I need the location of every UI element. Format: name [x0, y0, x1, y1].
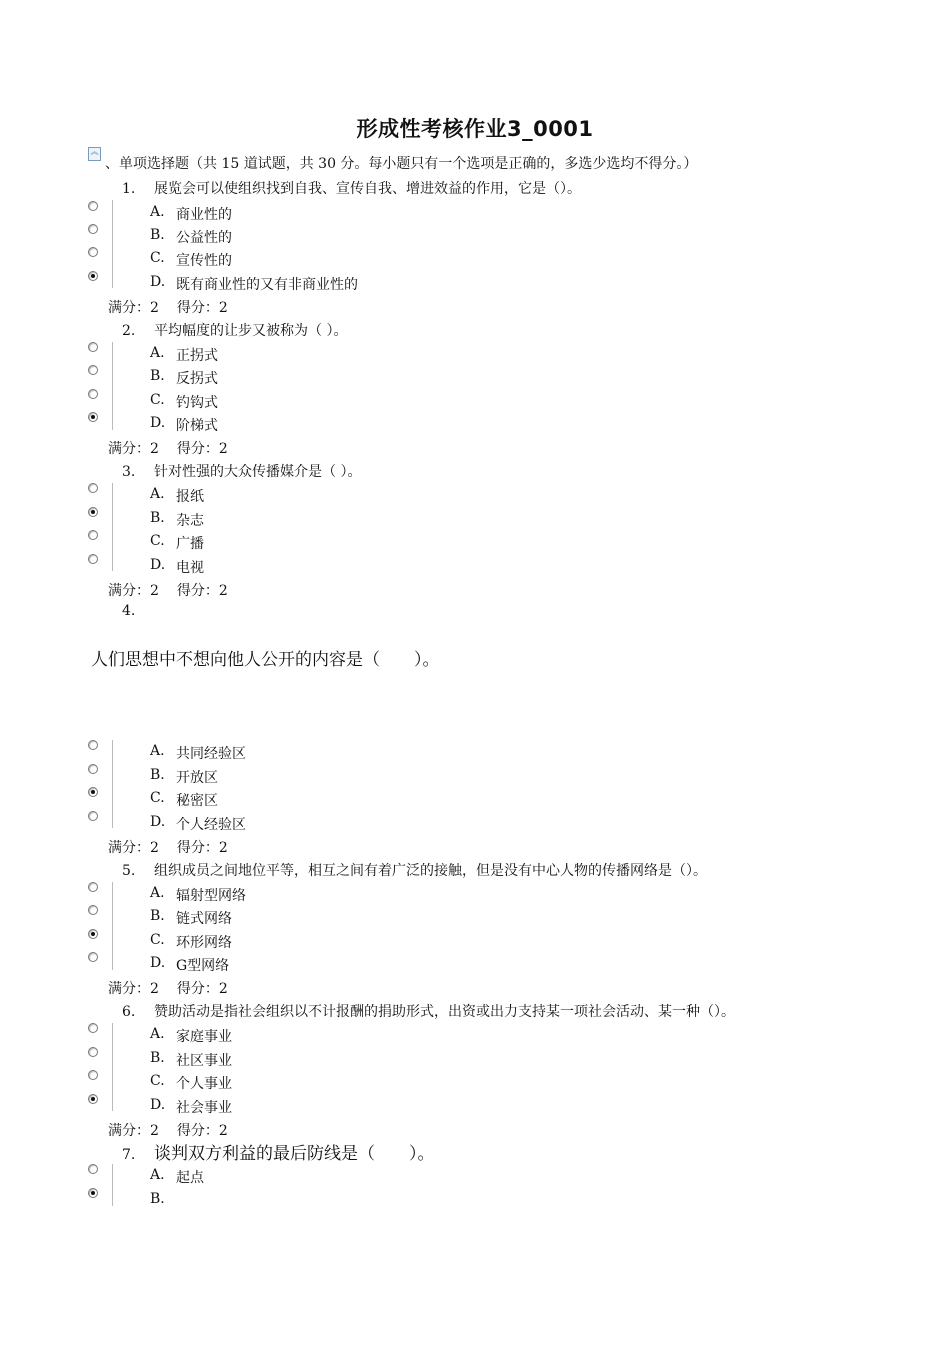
option-a[interactable]	[0, 743, 950, 766]
question-number: 5.	[122, 863, 136, 879]
option-d[interactable]	[0, 274, 950, 297]
radio-button[interactable]	[88, 764, 98, 774]
option-text: 宣传性的	[176, 253, 232, 269]
radio-button[interactable]	[88, 905, 98, 915]
option-letter: A.	[150, 1167, 165, 1183]
question-text: 平均幅度的让步又被称为（ ）。	[154, 323, 348, 339]
option-letter: A.	[150, 743, 165, 759]
option-letter: D.	[150, 274, 166, 290]
question-title	[122, 603, 154, 619]
option-a[interactable]	[0, 885, 950, 908]
option-a[interactable]	[0, 204, 950, 227]
radio-button[interactable]	[88, 530, 98, 540]
question-title	[122, 461, 361, 481]
option-text: 广播	[176, 536, 204, 552]
radio-button[interactable]	[88, 740, 98, 750]
got-score-label: 得分：	[176, 981, 219, 997]
option-text: 社会事业	[176, 1100, 232, 1116]
got-score-label: 得分：	[176, 840, 219, 856]
question-number: 3.	[122, 464, 136, 480]
got-score-value: 2	[218, 300, 228, 316]
option-letter: A.	[150, 885, 165, 901]
full-score-label: 满分：	[108, 300, 150, 316]
question-title	[122, 860, 707, 880]
option-letter: D.	[150, 415, 166, 431]
radio-button-selected[interactable]	[88, 787, 98, 797]
option-b[interactable]	[0, 1050, 950, 1073]
option-letter: B.	[150, 510, 165, 526]
option-letter: D.	[150, 557, 166, 573]
option-text: 正拐式	[176, 348, 218, 364]
question-title	[122, 320, 347, 340]
option-c[interactable]	[0, 790, 950, 813]
page-title: 形成性考核作业3_0001	[356, 117, 594, 141]
option-a[interactable]	[0, 1026, 950, 1049]
radio-button[interactable]	[88, 224, 98, 234]
option-d[interactable]	[0, 415, 950, 438]
question-title	[122, 1139, 435, 1164]
section-header-text: 、单项选择题（共 15 道试题，共 30 分。每小题只有一个选项是正确的，多选少选均不得分。）	[105, 156, 698, 172]
option-text: 既有商业性的又有非商业性的	[176, 277, 358, 293]
got-score-value: 2	[218, 981, 228, 997]
got-score-label: 得分：	[176, 300, 219, 316]
option-text: 社区事业	[176, 1053, 232, 1069]
collapse-icon[interactable]: ︽	[88, 147, 101, 161]
option-letter: C.	[150, 392, 165, 408]
radio-button-selected[interactable]	[88, 929, 98, 939]
option-letter: D.	[150, 955, 166, 971]
option-letter: A.	[150, 345, 165, 361]
option-letter: A.	[150, 204, 165, 220]
option-text: 秘密区	[176, 793, 218, 809]
option-text: 起点	[176, 1170, 204, 1186]
option-b[interactable]	[0, 767, 950, 790]
option-letter: C.	[150, 1073, 165, 1089]
option-letter: B.	[150, 1050, 165, 1066]
full-score-value: 2	[150, 981, 159, 997]
question-number: 4.	[122, 603, 136, 619]
option-text: 开放区	[176, 770, 218, 786]
option-text: 家庭事业	[176, 1029, 232, 1045]
option-d[interactable]	[0, 557, 950, 580]
option-text: 阶梯式	[176, 418, 218, 434]
got-score-value: 2	[218, 583, 228, 599]
full-score-label: 满分：	[108, 1123, 150, 1139]
radio-button[interactable]	[88, 882, 98, 892]
option-d[interactable]	[0, 814, 950, 837]
option-d[interactable]	[0, 1097, 950, 1120]
option-letter: D.	[150, 1097, 166, 1113]
question-text: 谈判双方利益的最后防线是（ ）。	[154, 1144, 435, 1164]
score-line	[108, 837, 228, 857]
option-b[interactable]	[0, 908, 950, 931]
option-letter: C.	[150, 790, 165, 806]
option-letter: C.	[150, 533, 165, 549]
radio-button[interactable]	[88, 554, 98, 564]
option-d[interactable]	[0, 955, 950, 978]
radio-button-selected[interactable]	[88, 271, 98, 281]
option-letter: B.	[150, 767, 165, 783]
option-text: 公益性的	[176, 230, 232, 246]
radio-button[interactable]	[88, 1070, 98, 1080]
option-letter: C.	[150, 250, 165, 266]
option-c[interactable]	[0, 1073, 950, 1096]
full-score-value: 2	[150, 300, 159, 316]
option-c[interactable]	[0, 533, 950, 556]
got-score-value: 2	[218, 441, 228, 457]
option-text: 杂志	[176, 513, 204, 529]
full-score-label: 满分：	[108, 840, 150, 856]
full-score-label: 满分：	[108, 583, 150, 599]
full-score-label: 满分：	[108, 441, 150, 457]
score-line	[108, 1120, 228, 1140]
option-letter: B.	[150, 368, 165, 384]
score-line	[108, 580, 228, 600]
radio-button[interactable]	[88, 1164, 98, 1174]
option-letter: A.	[150, 1026, 165, 1042]
option-a[interactable]	[0, 486, 950, 509]
option-text: 反拐式	[176, 371, 218, 387]
got-score-value: 2	[218, 840, 228, 856]
radio-button[interactable]	[88, 952, 98, 962]
question-number: 7.	[122, 1147, 136, 1163]
question-text: 组织成员之间地位平等，相互之间有着广泛的接触，但是没有中心人物的传播网络是（）。	[154, 863, 707, 879]
full-score-value: 2	[150, 840, 159, 856]
radio-button[interactable]	[88, 247, 98, 257]
question-text: 针对性强的大众传播媒介是（ ）。	[154, 464, 362, 480]
option-b[interactable]	[0, 227, 950, 250]
option-letter: A.	[150, 486, 165, 502]
radio-button[interactable]	[88, 1023, 98, 1033]
score-line	[108, 438, 228, 458]
got-score-label: 得分：	[176, 1123, 219, 1139]
question-title	[122, 1001, 735, 1021]
got-score-value: 2	[218, 1123, 228, 1139]
radio-button[interactable]	[88, 1047, 98, 1057]
option-text: G型网络	[176, 958, 230, 974]
radio-button[interactable]	[88, 201, 98, 211]
option-letter: C.	[150, 932, 165, 948]
question-number: 1.	[122, 181, 136, 197]
option-text: 共同经验区	[176, 746, 246, 762]
option-letter: B.	[150, 1191, 165, 1207]
question-number: 2.	[122, 323, 136, 339]
radio-button-selected[interactable]	[88, 412, 98, 422]
option-a[interactable]	[0, 1167, 950, 1190]
got-score-label: 得分：	[176, 441, 219, 457]
score-line	[108, 297, 228, 317]
option-text: 电视	[176, 560, 204, 576]
option-text: 环形网络	[176, 935, 232, 951]
option-text: 辐射型网络	[176, 888, 246, 904]
option-b[interactable]	[0, 368, 950, 391]
option-c[interactable]	[0, 392, 950, 415]
option-c[interactable]	[0, 932, 950, 955]
full-score-value: 2	[150, 441, 159, 457]
radio-button[interactable]	[88, 365, 98, 375]
option-letter: B.	[150, 227, 165, 243]
option-text: 报纸	[176, 489, 204, 505]
question-text: 人们思想中不想向他人公开的内容是（ ）。	[91, 650, 440, 670]
got-score-label: 得分：	[176, 583, 219, 599]
question-number: 6.	[122, 1004, 136, 1020]
radio-button[interactable]	[88, 483, 98, 493]
option-text: 个人经验区	[176, 817, 246, 833]
option-b[interactable]	[0, 1191, 950, 1214]
question-text: 展览会可以使组织找到自我、宣传自我、增进效益的作用，它是（）。	[154, 181, 581, 197]
radio-button[interactable]	[88, 811, 98, 821]
radio-button-selected[interactable]	[88, 507, 98, 517]
full-score-value: 2	[150, 583, 159, 599]
question-text: 赞助活动是指社会组织以不计报酬的捐助形式，出资或出力支持某一项社会活动、某一种（）。	[154, 1004, 735, 1020]
option-text: 链式网络	[176, 911, 232, 927]
option-a[interactable]	[0, 345, 950, 368]
full-score-value: 2	[150, 1123, 159, 1139]
option-text: 个人事业	[176, 1076, 232, 1092]
option-letter: B.	[150, 908, 165, 924]
question-title	[122, 178, 581, 198]
option-text: 钓钩式	[176, 395, 218, 411]
radio-button-selected[interactable]	[88, 1094, 98, 1104]
option-b[interactable]	[0, 510, 950, 533]
option-c[interactable]	[0, 250, 950, 273]
radio-button[interactable]	[88, 389, 98, 399]
option-letter: D.	[150, 814, 166, 830]
radio-button-selected[interactable]	[88, 1188, 98, 1198]
full-score-label: 满分：	[108, 981, 150, 997]
score-line	[108, 978, 228, 998]
radio-button[interactable]	[88, 342, 98, 352]
option-text: 商业性的	[176, 207, 232, 223]
